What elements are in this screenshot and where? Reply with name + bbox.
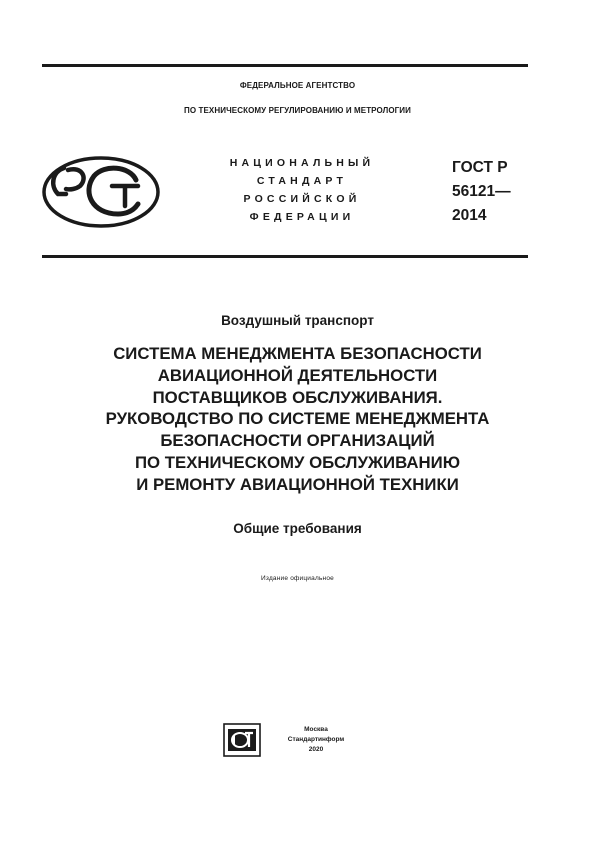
gost-designation: [452, 156, 542, 228]
gost-line-3: 2014: [452, 207, 487, 224]
title-line: ПО ТЕХНИЧЕСКОМУ ОБСЛУЖИВАНИЮ: [135, 452, 460, 472]
edition-note: Издание официальное: [261, 575, 334, 582]
standartinform-logo-icon: [223, 723, 261, 757]
gost-line-2: 56121—: [452, 183, 511, 200]
document-title: [40, 343, 555, 496]
document-requirements: Общие требования: [233, 521, 362, 536]
title-line: ПОСТАВЩИКОВ ОБСЛУЖИВАНИЯ.: [152, 387, 443, 407]
standard-type-block: [208, 154, 396, 226]
title-line: РУКОВОДСТВО ПО СИСТЕМЕ МЕНЕДЖМЕНТА: [105, 409, 490, 429]
publisher-year: 2020: [308, 746, 324, 753]
middle-rule: [42, 255, 528, 258]
rst-logo-icon: [42, 156, 160, 228]
document-subject: Воздушный транспорт: [221, 313, 374, 328]
standard-type-line-1: НАЦИОНАЛЬНЫЙ: [229, 157, 375, 169]
title-line: БЕЗОПАСНОСТИ ОРГАНИЗАЦИЙ: [160, 431, 435, 451]
standard-type-line-4: ФЕДЕРАЦИИ: [249, 211, 355, 223]
gost-line-1: ГОСТ Р: [452, 159, 508, 176]
standard-type-line-3: РОССИЙСКОЙ: [243, 193, 361, 205]
publisher-name: Стандартинформ: [287, 736, 345, 743]
agency-line-2: ПО ТЕХНИЧЕСКОМУ РЕГУЛИРОВАНИЮ И МЕТРОЛОГИИ: [183, 106, 412, 115]
publisher-city: Москва: [304, 726, 328, 733]
standard-type-line-2: СТАНДАРТ: [256, 175, 348, 187]
publisher-imprint: [266, 725, 366, 755]
agency-line-1: ФЕДЕРАЛЬНОЕ АГЕНТСТВО: [239, 81, 356, 90]
title-line: АВИАЦИОННОЙ ДЕЯТЕЛЬНОСТИ: [157, 365, 438, 385]
title-line: СИСТЕМА МЕНЕДЖМЕНТА БЕЗОПАСНОСТИ: [113, 344, 482, 363]
top-rule: [42, 64, 528, 67]
title-line: И РЕМОНТУ АВИАЦИОННОЙ ТЕХНИКИ: [136, 474, 459, 494]
